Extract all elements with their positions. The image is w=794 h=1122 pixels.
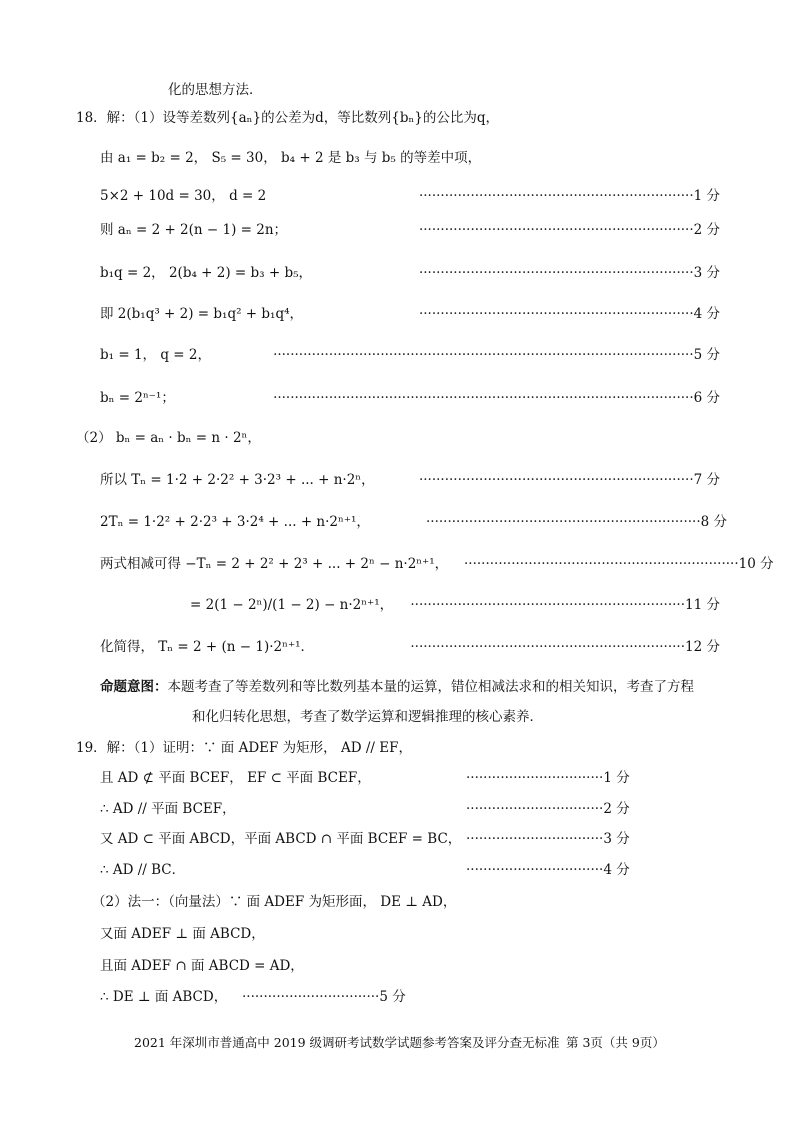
text-line: b₁q = 2， 2(b₄ + 2) = b₃ + b₅， [100, 265, 313, 281]
score-leader: ································3 分 [466, 831, 630, 847]
score-leader: ································································10 分 [464, 556, 774, 572]
text-line: 即 2(b₁q³ + 2) = b₁q² + b₁q⁴， [100, 306, 304, 322]
text-line: ∴ AD // 平面 BCEF， [100, 801, 236, 817]
intent-text: 本题考查了等差数列和等比数列基本量的运算，错位相减法求和的相关知识，考查了方程 [167, 679, 694, 695]
text-line: 和化归转化思想，考查了数学运算和逻辑推理的核心素养． [192, 709, 543, 725]
text-line: ∴ AD // BC． [100, 862, 186, 878]
problem-18-heading: 18．解：（1）设等差数列{aₙ}的公差为d，等比数列{bₙ}的公比为q， [76, 110, 500, 126]
score-leader: ··································································································6 分 [273, 390, 720, 406]
score-leader: ································································12 分 [410, 639, 720, 655]
text-line: 两式相减可得 −Tₙ = 2 + 2² + 2³ + ... + 2ⁿ − n·2ⁿ⁺¹， [100, 556, 449, 572]
text-line: 由 a₁ = b₂ = 2， S₅ = 30， b₄ + 2 是 b₃ 与 b₅ 的等差中项， [100, 150, 482, 166]
text-line: 5×2 + 10d = 30， d = 2 [100, 188, 267, 204]
score-leader: ································································8 分 [426, 514, 728, 530]
score-leader: ··································································································5 分 [273, 347, 720, 363]
text-line: 2Tₙ = 1·2² + 2·2³ + 3·2⁴ + ... + n·2ⁿ⁺¹， [100, 514, 370, 530]
text-line: 又 AD ⊂ 平面 ABCD，平面 ABCD ∩ 平面 BCEF = BC， [100, 831, 462, 847]
score-leader: ································································1 分 [418, 188, 720, 204]
intent-label: 命题意图： [100, 679, 168, 695]
score-leader: ································5 分 [242, 989, 406, 1005]
text-line: 且 AD ⊄ 平面 BCEF， EF ⊂ 平面 BCEF， [100, 770, 371, 786]
score-leader: ································································7 分 [418, 472, 720, 488]
text-line: bₙ = 2ⁿ⁻¹； [100, 390, 175, 406]
text-line: 所以 Tₙ = 1·2 + 2·2² + 3·2³ + ... + n·2ⁿ， [100, 472, 375, 488]
score-leader: ································································4 分 [418, 306, 720, 322]
score-leader: ································································11 分 [410, 597, 720, 613]
text-line: 化简得， Tₙ = 2 + (n − 1)·2ⁿ⁺¹． [100, 639, 314, 655]
text-line: b₁ = 1， q = 2， [100, 347, 211, 363]
score-leader: ································4 分 [466, 862, 630, 878]
intent-paragraph [100, 677, 694, 697]
score-leader: ································································2 分 [418, 222, 720, 238]
text-line: = 2(1 − 2ⁿ)/(1 − 2) − n·2ⁿ⁺¹， [190, 597, 394, 613]
score-leader: ································································3 分 [418, 265, 720, 281]
page-number: 第 3页（共 9页） [566, 1035, 665, 1050]
text-line: 且面 ADEF ∩ 面 ABCD = AD， [100, 958, 304, 974]
footer-title: 2021 年深圳市普通高中 2019 级调研考试数学试题参考答案及评分查无标准 [134, 1035, 560, 1050]
score-leader: ································1 分 [466, 770, 630, 786]
text-line: 又面 ADEF ⊥ 面 ABCD， [100, 926, 265, 942]
text-line: ∴ DE ⊥ 面 ABCD， [100, 989, 228, 1005]
text-line: （2）法一：（向量法）∵ 面 ADEF 为矩形面， DE ⊥ AD， [92, 894, 457, 910]
part-2-heading: （2） bₙ = aₙ · bₙ = n · 2ⁿ， [76, 430, 261, 446]
score-leader: ································2 分 [466, 801, 630, 817]
text-line: 则 aₙ = 2 + 2(n − 1) = 2n； [100, 222, 288, 238]
text-line: 化的思想方法． [168, 82, 263, 98]
problem-19-heading: 19．解：（1）证明：∵ 面 ADEF 为矩形， AD // EF， [76, 740, 412, 756]
